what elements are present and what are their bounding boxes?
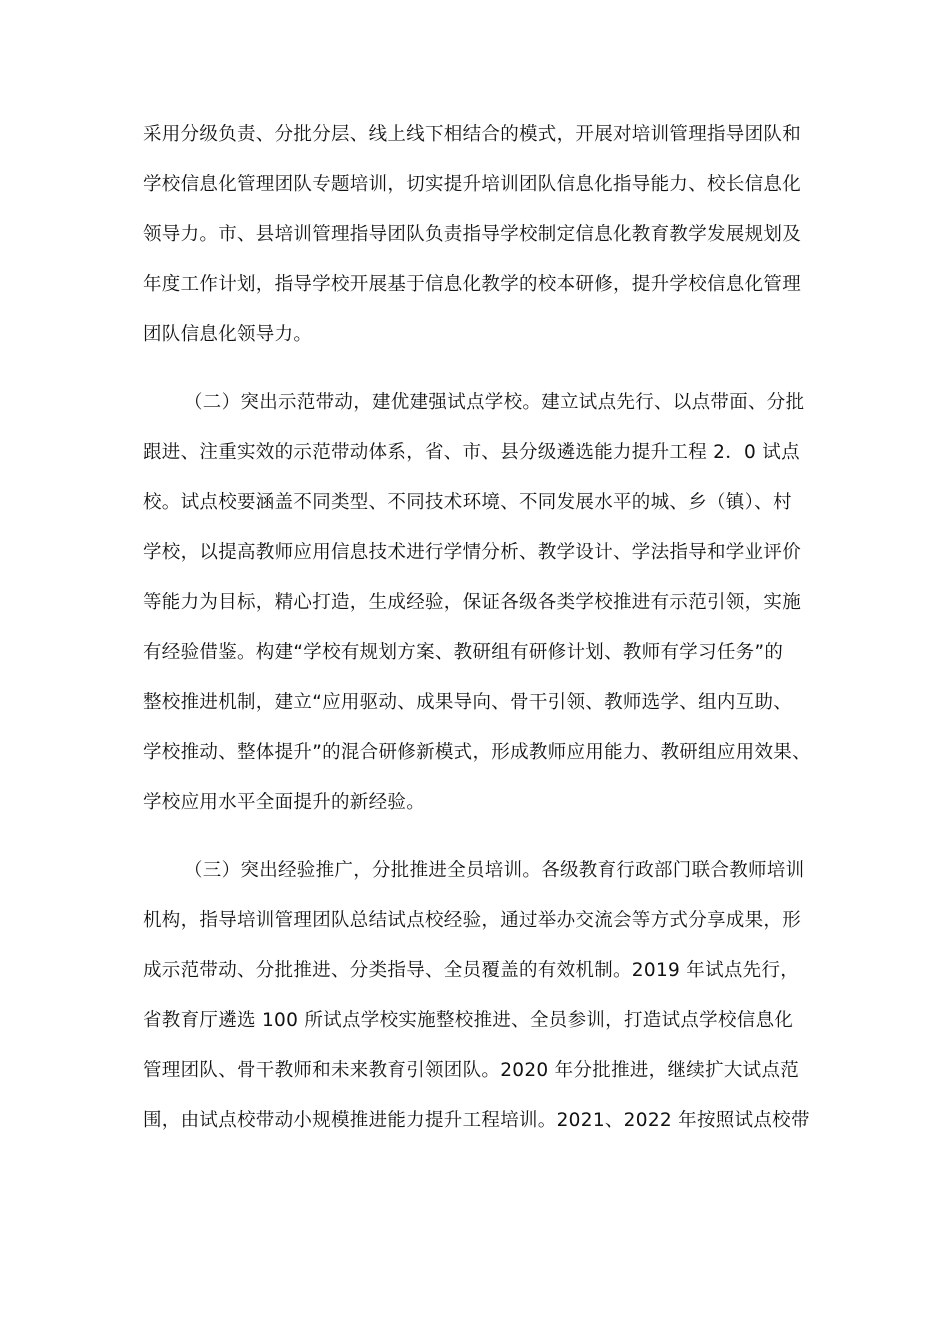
text-line: 机构，指导培训管理团队总结试点校经验，通过举办交流会等方式分享成果，形 [143,910,802,931]
text-line: 校。试点校要涵盖不同类型、不同技术环境、不同发展水平的城、乡（镇）、村 [143,492,792,513]
text-line: 等能力为目标，精心打造，生成经验，保证各级各类学校推进有示范引领，实施 [143,592,802,613]
text-line: 跟进、注重实效的示范带动体系，省、市、县分级遴选能力提升工程 2．0 试点 [143,442,800,463]
text-line: 学校，以提高教师应用信息技术进行学情分析、教学设计、学法指导和学业评价 [143,542,802,563]
text-line: 管理团队、骨干教师和未来教育引领团队。2020 年分批推进，继续扩大试点范 [143,1060,800,1081]
text-line: 围，由试点校带动小规模推进能力提升工程培训。2021、2022 年按照试点校带 [143,1110,810,1131]
text-line: 整校推进机制，建立“应用驱动、成果导向、骨干引领、教师选学、组内互助、 [143,692,793,713]
text-line: 成示范带动、分批推进、分类指导、全员覆盖的有效机制。2019 年试点先行， [143,960,800,981]
text-line: （三）突出经验推广，分批推进全员培训。各级教育行政部门联合教师培训 [184,860,805,881]
text-line: 领导力。市、县培训管理指导团队负责指导学校制定信息化教育教学发展规划及 [143,224,802,245]
text-line: 年度工作计划，指导学校开展基于信息化教学的校本研修，提升学校信息化管理 [143,274,802,295]
text-line: 团队信息化领导力。 [143,324,313,345]
text-line: 省教育厅遴选 100 所试点学校实施整校推进、全员参训，打造试点学校信息化 [143,1010,794,1031]
text-line: 采用分级负责、分批分层、线上线下相结合的模式，开展对培训管理指导团队和 [143,124,802,145]
text-line: 学校推动、整体提升”的混合研修新模式，形成教师应用能力、教研组应用效果、 [143,742,811,763]
text-line: 学校信息化管理团队专题培训，切实提升培训团队信息化指导能力、校长信息化 [143,174,802,195]
text-line: 有经验借鉴。构建“学校有规划方案、教研组有研修计划、教师有学习任务”的 [143,642,784,663]
text-line: （二）突出示范带动，建优建强试点学校。建立试点先行、以点带面、分批 [184,392,805,413]
text-line: 学校应用水平全面提升的新经验。 [143,792,426,813]
